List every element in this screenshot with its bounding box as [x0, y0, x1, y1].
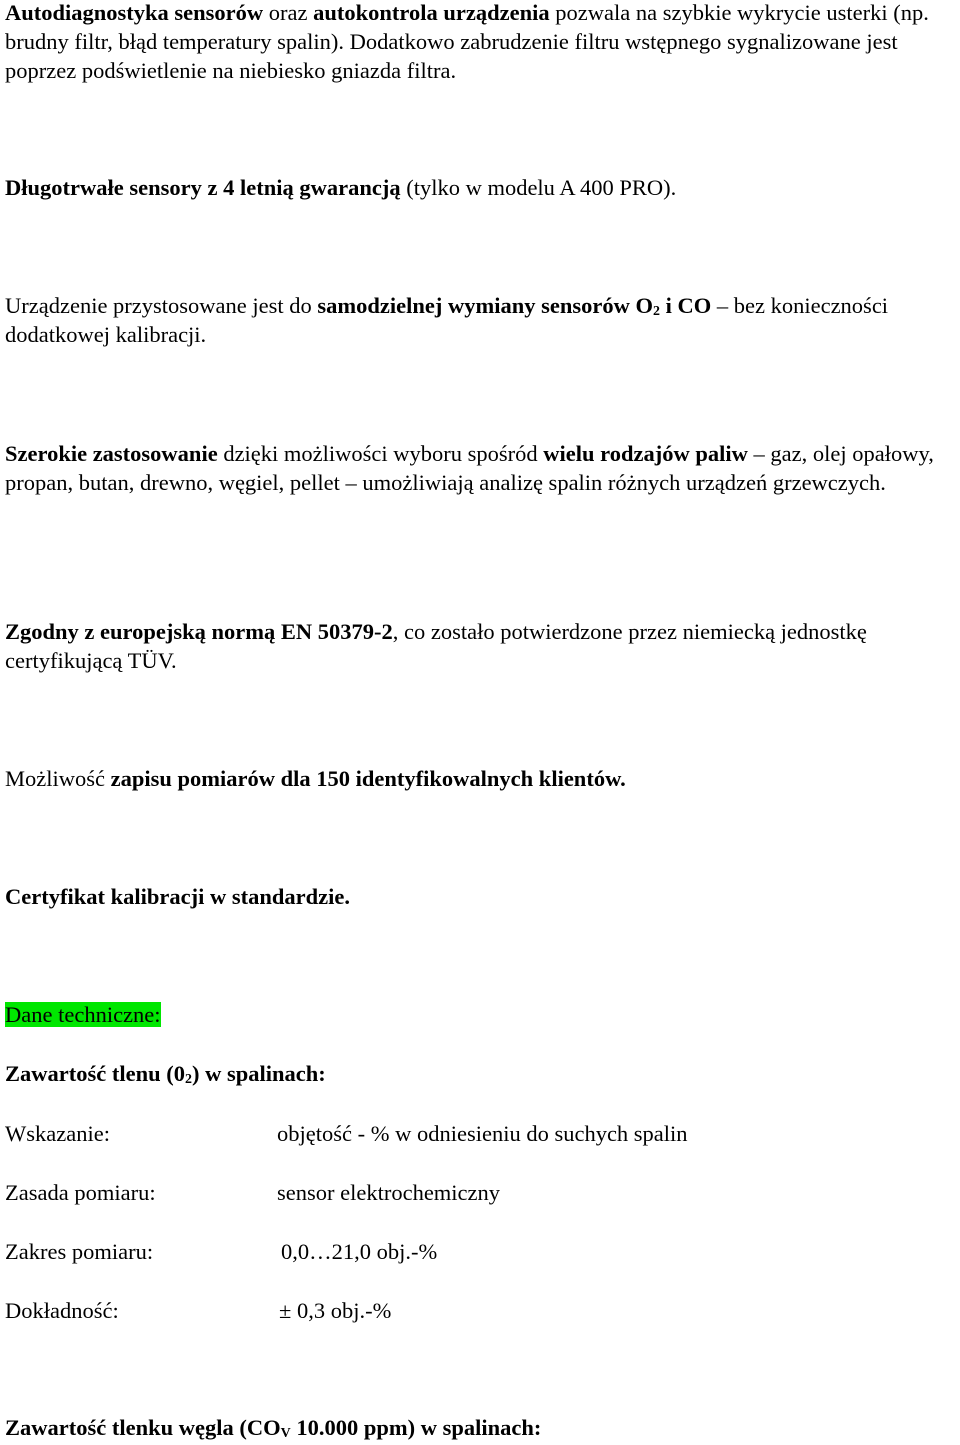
heading-text: Zawartość tlenu (0	[5, 1061, 185, 1086]
text: (tylko w modelu A 400 PRO).	[400, 175, 677, 200]
spec-row-measuring-range	[5, 1237, 945, 1266]
heading-text: ) w spalinach:	[191, 1061, 326, 1086]
paragraph-sensor-replacement	[5, 291, 957, 349]
spec-value: objętość - % w odniesieniu do suchych spalin	[277, 1121, 688, 1146]
text: oraz	[263, 0, 314, 25]
bold-text: Zgodny z europejską normą EN 50379-2	[5, 619, 393, 644]
heading-text: Zawartość tlenku węgla (CO	[5, 1415, 281, 1440]
bold-text: autokontrola urządzenia	[313, 0, 550, 25]
bold-text: samodzielnej wymiany sensorów O	[317, 293, 654, 318]
text: – bez konieczności dodatkowej kalibracji.	[5, 293, 889, 347]
text: Możliwość	[5, 766, 111, 791]
paragraph-measurement-storage	[5, 764, 957, 793]
spec-value: 0,0…21,0 obj.-%	[281, 1239, 438, 1264]
text: , co zostało potwierdzone przez niemiecką jednostkę certyfikującą TÜV.	[5, 619, 867, 673]
spec-label: Wskazanie:	[5, 1121, 110, 1146]
spec-value: sensor elektrochemiczny	[277, 1180, 501, 1205]
text: Urządzenie przystosowane jest do	[5, 293, 318, 318]
text: pozwala na szybkie wykrycie usterki (np. brudny filtr, błąd temperatury spalin). Dodatkowo zabrudzenie filtru wstępnego sygnalizowane jest poprzez podświetlenie na niebiesko gniazda filtra.	[5, 0, 929, 83]
paragraph-calibration-certificate	[5, 882, 957, 911]
paragraph-wide-application	[5, 439, 957, 497]
subscript: 2	[184, 1072, 192, 1088]
spec-row-measuring-principle	[5, 1178, 945, 1207]
bold-text: i CO	[659, 293, 712, 318]
highlighted-heading: Dane techniczne:	[5, 1002, 161, 1027]
spec-label: Dokładność:	[5, 1298, 119, 1323]
bold-text: Autodiagnostyka sensorów	[5, 0, 264, 25]
spec-value: ± 0,3 obj.-%	[279, 1298, 392, 1323]
bold-text: zapisu pomiarów dla 150 identyfikowalnych klientów.	[110, 766, 626, 791]
section-heading-technical-data	[5, 1000, 957, 1029]
carbon-monoxide-heading	[5, 1413, 957, 1442]
spec-label: Zasada pomiaru:	[5, 1180, 156, 1205]
oxygen-heading	[5, 1059, 957, 1088]
heading-text: 10.000 ppm) w spalinach:	[290, 1415, 542, 1440]
spec-row-indication	[5, 1119, 945, 1148]
spec-label: Zakres pomiaru:	[5, 1239, 154, 1264]
paragraph-long-life-sensors	[5, 173, 957, 202]
subscript: 2	[653, 304, 660, 320]
text: – gaz, olej opałowy, propan, butan, drewno, węgiel, pellet – umożliwiają analizę spalin różnych urządzeń grzewczych.	[5, 441, 934, 495]
subscript: V	[280, 1426, 291, 1442]
paragraph-norm-compliance	[5, 617, 957, 675]
bold-text: Szerokie zastosowanie	[5, 441, 218, 466]
bold-text: Długotrwałe sensory z 4 letnią gwarancją	[5, 175, 401, 200]
text: dzięki możliwości wyboru spośród	[217, 441, 544, 466]
bold-text: wielu rodzajów paliw	[543, 441, 748, 466]
bold-text: Certyfikat kalibracji w standardzie.	[5, 884, 350, 909]
spec-row-accuracy	[5, 1296, 945, 1325]
paragraph-autodiagnostics	[5, 0, 957, 85]
